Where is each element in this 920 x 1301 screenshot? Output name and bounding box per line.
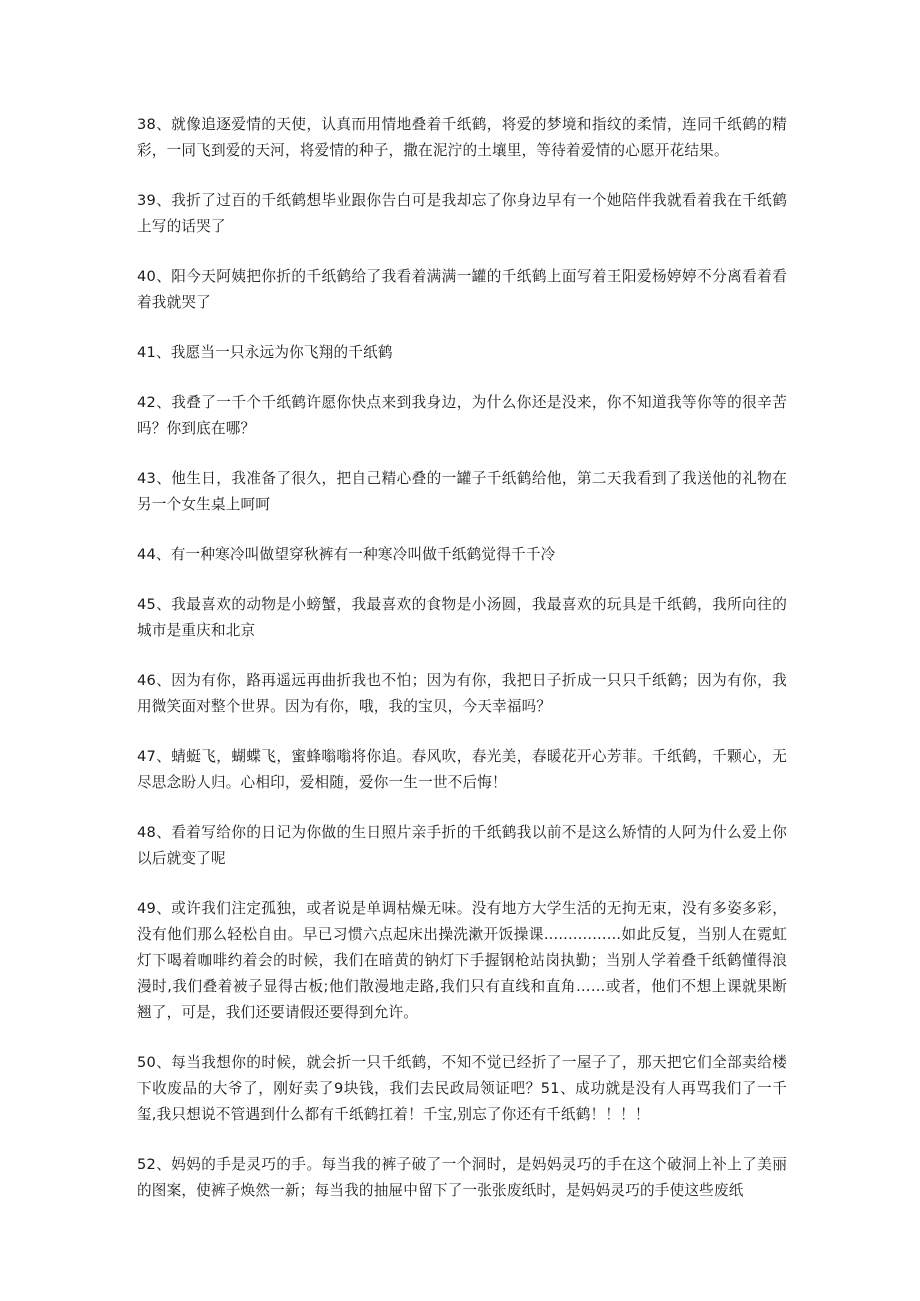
paragraph-42: 42、我叠了一千个千纸鹤许愿你快点来到我身边，为什么你还是没来，你不知道我等你等的很辛苦吗？你到底在哪？ (137, 394, 787, 437)
paragraph-50-51: 50、每当我想你的时候，就会折一只千纸鹤，不知不觉已经折了一屋子了，那天把它们全部卖给楼下收废品的大爷了，刚好卖了9块钱，我们去民政局领证吧？51、成功就是没有人再骂我们了一千玺,我只想说不管遇到什么都有千纸鹤扛着！千宝,别忘了你还有千纸鹤！！！！ (137, 1054, 787, 1123)
paragraph-46: 46、因为有你，路再遥远再曲折我也不怕；因为有你，我把日子折成一只只千纸鹤；因为有你，我用微笑面对整个世界。因为有你，哦，我的宝贝，今天幸福吗？ (137, 672, 787, 715)
paragraph-52: 52、妈妈的手是灵巧的手。每当我的裤子破了一个洞时，是妈妈灵巧的手在这个破洞上补上了美丽的图案，使裤子焕然一新；每当我的抽屉中留下了一张张废纸时，是妈妈灵巧的手使这些废纸 (137, 1156, 787, 1199)
document-body (137, 112, 787, 1228)
paragraph-38: 38、就像追逐爱情的天使，认真而用情地叠着千纸鹤，将爱的梦境和指纹的柔情，连同千纸鹤的精彩，一同飞到爱的天河，将爱情的种子，撒在泥泞的土壤里，等待着爱情的心愿开花结果。 (137, 116, 787, 159)
paragraph-40: 40、阳今天阿姨把你折的千纸鹤给了我看着满满一罐的千纸鹤上面写着王阳爱杨婷婷不分离看着看着我就哭了 (137, 268, 787, 311)
paragraph-39: 39、我折了过百的千纸鹤想毕业跟你告白可是我却忘了你身边早有一个她陪伴我就看着我在千纸鹤上写的话哭了 (137, 192, 787, 235)
paragraph-41: 41、我愿当一只永远为你飞翔的千纸鹤 (137, 344, 393, 361)
paragraph-43: 43、他生日，我准备了很久，把自己精心叠的一罐子千纸鹤给他，第二天我看到了我送他的礼物在另一个女生桌上呵呵 (137, 470, 787, 513)
paragraph-48: 48、看着写给你的日记为你做的生日照片亲手折的千纸鹤我以前不是这么矫情的人阿为什么爱上你以后就变了呢 (137, 824, 787, 867)
paragraph-45: 45、我最喜欢的动物是小螃蟹，我最喜欢的食物是小汤圆，我最喜欢的玩具是千纸鹤，我所向往的城市是重庆和北京 (137, 596, 787, 639)
paragraph-49: 49、或许我们注定孤独，或者说是单调枯燥无味。没有地方大学生活的无拘无束，没有多姿多彩，没有他们那么轻松自由。早已习惯六点起床出操洗漱开饭操课................如此反复，当别人在霓虹灯下喝着咖啡约着会的时候，我们在暗黄的钠灯下手握钢枪站岗执勤；当别人学着叠千纸鹤懂得浪漫时,我们叠着被子显得古板;他们散漫地走路,我们只有直线和直角……或者，他们不想上课就果断翘了，可是，我们还要请假还要得到允许。 (137, 900, 787, 1021)
paragraph-47: 47、蜻蜓飞，蝴蝶飞，蜜蜂嗡嗡将你追。春风吹，春光美，春暖花开心芳菲。千纸鹤，千颗心，无尽思念盼人归。心相印，爱相随，爱你一生一世不后悔！ (137, 748, 787, 791)
paragraph-44: 44、有一种寒冷叫做望穿秋裤有一种寒冷叫做千纸鹤觉得千千冷 (137, 546, 556, 563)
